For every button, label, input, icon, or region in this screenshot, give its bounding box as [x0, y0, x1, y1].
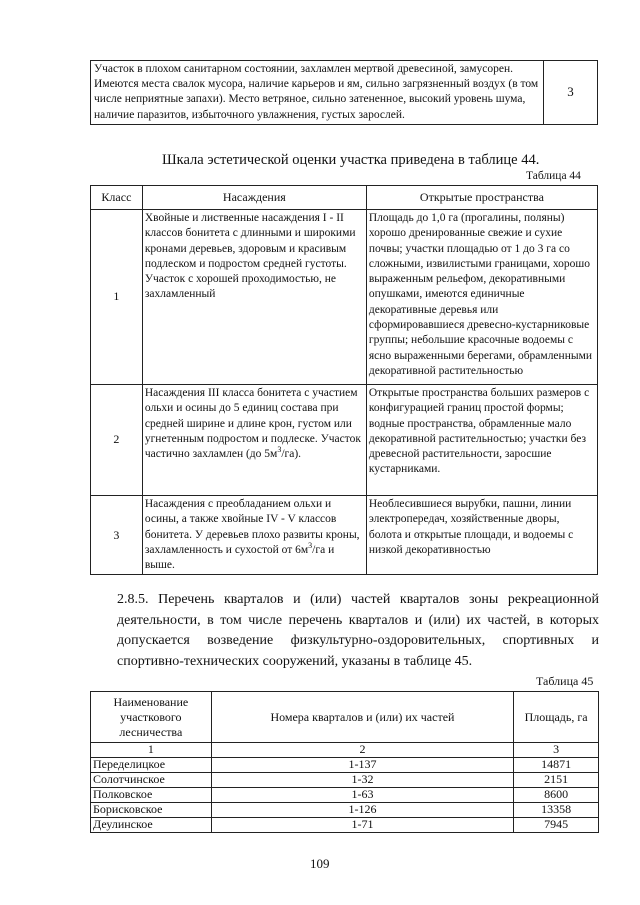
- row-plantings: [142, 385, 366, 496]
- table-row: [91, 496, 598, 575]
- quarter-range: 1-126: [211, 803, 513, 818]
- aesthetic-scale-table: [90, 185, 598, 575]
- condition-description: Участок в плохом санитарном состоянии, захламлен мертвой древесиной, замусорен. Имеются места свалок мусора, наличие карьеров и ям, сильно загрязненный воздух (в том числе неприятные запахи). Место ветряное, сильно затененное, высокий уровень шума, наличие паразитов, избыточного увлажнения, густых зарослей.: [91, 61, 544, 125]
- continuation-table: [90, 60, 598, 125]
- plantings-text: Насаждения с преобладанием ольхи и осины, а также хвойные IV - V классов бонитета. У деревьев плохо развиты кроны, захламленность и сухостой от 6м: [144, 498, 360, 556]
- section-number: 2.8.5.: [117, 592, 149, 607]
- quarter-range: 1-71: [211, 818, 513, 833]
- row-plantings: [142, 496, 366, 575]
- header-forestry-name: Наименование участкового лесничества: [91, 692, 212, 743]
- row-class: 2: [91, 385, 143, 496]
- forestry-name: Полковское: [91, 788, 212, 803]
- area-value: 8600: [514, 788, 599, 803]
- table-row: [91, 788, 599, 803]
- table-header-row: [91, 186, 598, 210]
- forestry-name: Солотчинское: [91, 773, 212, 788]
- table44-caption: Таблица 44: [526, 170, 581, 182]
- column-number: 2: [211, 743, 513, 758]
- quarter-range: 1-32: [211, 773, 513, 788]
- table-row: [91, 758, 599, 773]
- quarter-range: 1-63: [211, 788, 513, 803]
- area-value: 13358: [514, 803, 599, 818]
- row-plantings: Хвойные и лиственные насаждения I - II классов бонитета с длинными и широкими кронами деревьев, здоровым и красивым подлеском и подростом средней густоты. Участок с хорошей проходимостью, не захламленный: [142, 210, 366, 385]
- page-number: 109: [310, 856, 330, 871]
- row-class: 1: [91, 210, 143, 385]
- column-number: 3: [514, 743, 599, 758]
- scale-intro: Шкала эстетической оценки участка приведена в таблице 44.: [162, 152, 540, 168]
- table-row: [91, 61, 598, 125]
- row-open-spaces: Площадь до 1,0 га (прогалины, поляны) хорошо дренированные свежие и сухие почвы; участки площадью от 1 до 3 га со сложными, извилистыми границами, хорошо выраженным рельефом, декоративными опушками, имеются единичные декоративные деревья или сформировавшиеся древесно-кустарниковые группы; небольшие красочные водоемы с ясно выраженными берегами, обрамленными декоративной растительностью: [366, 210, 597, 385]
- table-row: [91, 385, 598, 496]
- header-plantings: Насаждения: [142, 186, 366, 210]
- table45-caption: Таблица 45: [536, 674, 594, 688]
- section-text: Перечень кварталов и (или) частей кварталов зоны рекреационной деятельности, в том числе перечень кварталов и (или) их частей, в которых допускается возведение физкультурно-оздоровительных, спортивных и спортивно-технических сооружений, указаны в таблице 45.: [117, 592, 599, 669]
- area-value: 7945: [514, 818, 599, 833]
- table-header-row: [91, 692, 599, 743]
- table-row: [91, 803, 599, 818]
- header-area: Площадь, га: [514, 692, 599, 743]
- header-open-spaces: Открытые пространства: [366, 186, 597, 210]
- area-value: 2151: [514, 773, 599, 788]
- recreation-quarters-table: [90, 691, 599, 833]
- forestry-name: Переделицкое: [91, 758, 212, 773]
- area-value: 14871: [514, 758, 599, 773]
- table-row: [91, 210, 598, 385]
- table-row: [91, 818, 599, 833]
- section-paragraph: [117, 590, 599, 672]
- quarter-range: 1-137: [211, 758, 513, 773]
- forestry-name: Борисковское: [91, 803, 212, 818]
- header-class: Класс: [91, 186, 143, 210]
- unit-superscript: 3: [277, 445, 282, 455]
- row-open-spaces: Открытые пространства больших размеров с конфигурацией границ простой формы; водные пространства, обрамленные мало декоративной растительностью; участки без древесной растительности, заросшие кустарниками.: [366, 385, 597, 496]
- plantings-text: Насаждения III класса бонитета с участием ольхи и осины до 5 единиц состава при средней ширине и длине крон, густом или угнетенным подростом и подлеске. Участок частично захламлен (до 5м: [144, 387, 361, 461]
- row-class: 3: [91, 496, 143, 575]
- unit-superscript: 3: [308, 541, 313, 551]
- header-quarter-numbers: Номера кварталов и (или) их частей: [211, 692, 513, 743]
- condition-score: 3: [544, 61, 598, 125]
- table-row: [91, 773, 599, 788]
- plantings-tail: /га).: [281, 448, 302, 461]
- plantings-tail: /га и выше.: [144, 543, 335, 572]
- row-open-spaces: Необлесившиеся вырубки, пашни, линии электропередач, хозяйственные дворы, болота и открытые площади, и водоемы с низкой декоративностью: [366, 496, 597, 575]
- column-number-row: [91, 743, 599, 758]
- forestry-name: Деулинское: [91, 818, 212, 833]
- column-number: 1: [91, 743, 212, 758]
